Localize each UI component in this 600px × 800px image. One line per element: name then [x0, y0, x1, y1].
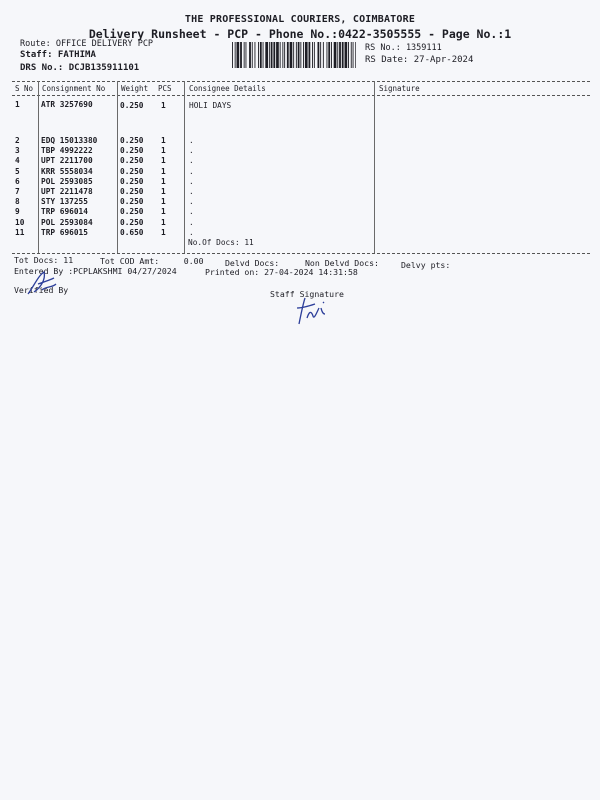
runsheet-title: Delivery Runsheet - PCP - Phone No.:0422-3505555 - Page No.:1 [88, 27, 512, 41]
entered-by: Entered By :PCPLAKSHMI 04/27/2024 [14, 266, 177, 276]
table-bottom-rule [12, 253, 590, 254]
row-sno: 3 [15, 146, 20, 156]
no-of-docs: No.Of Docs: 11 [188, 238, 254, 247]
column-header-consignee: Consignee Details [189, 84, 266, 93]
drs-number: DRS No.: DCJB135911101 [20, 63, 140, 73]
verified-by-label: Verified By [14, 285, 69, 295]
company-name: THE PROFESSIONAL COURIERS, COIMBATORE [184, 14, 416, 25]
column-header-weight: Weight [121, 84, 149, 93]
column-divider [117, 81, 118, 253]
non-delivered-docs: Non Delvd Docs: [305, 258, 379, 268]
total-docs: Tot Docs: 11 [14, 255, 74, 265]
row-consignee: . [189, 146, 194, 156]
column-header-sno: S No [15, 84, 34, 93]
row-consignment-no: POL 2593085 [41, 176, 93, 186]
row-consignment-no: TRP 696014 [41, 207, 88, 217]
row-sno: 4 [15, 156, 20, 166]
delivered-docs: Delvd Docs: [225, 258, 280, 268]
row-pcs: 1 [161, 136, 166, 145]
row-pcs: 1 [161, 176, 166, 186]
row-pcs: 1 [161, 197, 166, 207]
row-consignee: . [189, 187, 194, 196]
row-consignee: . [189, 227, 194, 237]
verifier-signature [24, 266, 58, 300]
rs-number: RS No.: 1359111 [365, 43, 442, 53]
row-pcs: 1 [161, 207, 166, 217]
row-pcs: 1 [161, 187, 166, 196]
rs-date: RS Date: 27-Apr-2024 [365, 55, 474, 65]
column-header-pcs: PCS [158, 84, 172, 93]
row-sno: 5 [15, 166, 20, 176]
total-cod-amount: Tot COD Amt: 0.00 [100, 256, 204, 266]
barcode-image [232, 42, 356, 68]
row-weight: 0.650 [120, 227, 144, 237]
row-pcs: 1 [161, 101, 166, 110]
row-sno: 6 [15, 176, 20, 186]
row-sno: 1 [15, 100, 20, 109]
row-sno: 9 [15, 207, 20, 217]
row-pcs: 1 [161, 156, 166, 166]
row-weight: 0.250 [120, 187, 144, 196]
row-weight: 0.250 [120, 156, 144, 166]
printed-on: Printed on: 27-04-2024 14:31:58 [205, 267, 358, 277]
row-consignment-no: UPT 2211478 [41, 187, 93, 196]
row-pcs: 1 [161, 217, 166, 227]
column-divider [184, 81, 185, 253]
row-consignment-no: STY 137255 [41, 197, 88, 207]
row-consignee: . [189, 136, 194, 145]
row-weight: 0.250 [120, 146, 144, 156]
row-weight: 0.250 [120, 101, 144, 110]
row-sno: 11 [15, 227, 25, 237]
row-sno: 8 [15, 197, 20, 207]
row-consignee: . [189, 207, 194, 217]
row-consignment-no: POL 2593084 [41, 217, 93, 227]
staff-label: Staff: FATHIMA [20, 50, 96, 60]
row-sno: 7 [15, 187, 20, 196]
row-consignment-no: ATR 3257690 [41, 100, 93, 109]
delivery-points: Delvy pts: [401, 260, 451, 270]
row-consignment-no: TBP 4992222 [41, 146, 93, 156]
row-pcs: 1 [161, 227, 166, 237]
row-weight: 0.250 [120, 176, 144, 186]
row-consignment-no: TRP 696015 [41, 227, 88, 237]
row-consignee: HOLI DAYS [189, 101, 232, 110]
row-consignee: . [189, 166, 194, 176]
row-consignee: . [189, 176, 194, 186]
route-label: Route: OFFICE DELIVERY PCP [20, 39, 154, 49]
row-sno: 10 [15, 217, 25, 227]
column-divider [374, 81, 375, 253]
row-pcs: 1 [161, 166, 166, 176]
row-sno: 2 [15, 136, 20, 145]
row-consignment-no: KRR 5558034 [41, 166, 93, 176]
column-header-signature: Signature [379, 84, 420, 93]
row-weight: 0.250 [120, 207, 144, 217]
row-weight: 0.250 [120, 217, 144, 227]
table-header-rule [12, 95, 590, 96]
row-weight: 0.250 [120, 166, 144, 176]
row-consignee: . [189, 197, 194, 207]
row-weight: 0.250 [120, 197, 144, 207]
staff-signature-label: Staff Signature [270, 289, 344, 299]
table-top-rule [12, 81, 590, 82]
column-header-consignment: Consignment No [42, 84, 106, 93]
row-weight: 0.250 [120, 136, 144, 145]
row-consignee: . [189, 217, 194, 227]
row-pcs: 1 [161, 146, 166, 156]
column-divider [38, 81, 39, 253]
row-consignee: . [189, 156, 194, 166]
staff-signature [293, 294, 333, 328]
row-consignment-no: EDQ 15013380 [41, 136, 98, 145]
row-consignment-no: UPT 2211700 [41, 156, 93, 166]
